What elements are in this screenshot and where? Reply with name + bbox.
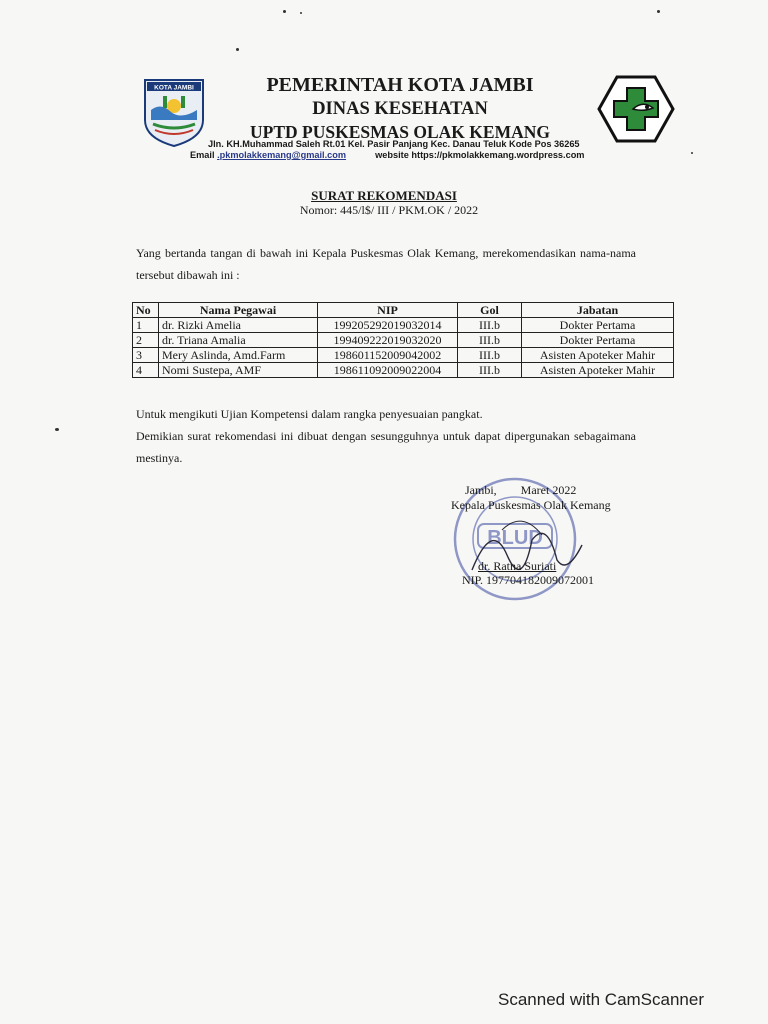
cell-no: 3 (133, 348, 159, 363)
header-nama: Nama Pegawai (159, 303, 318, 318)
cell-nama: dr. Triana Amalia (159, 333, 318, 348)
cell-nip: 198611092009022004 (318, 363, 458, 378)
header-nip: NIP (318, 303, 458, 318)
letterhead-line-3: UPTD PUSKESMAS OLAK KEMANG (250, 122, 550, 142)
scan-speck (691, 152, 693, 154)
header-jabatan: Jabatan (522, 303, 674, 318)
kota-jambi-logo (141, 76, 207, 148)
header-no: No (133, 303, 159, 318)
table-row (133, 333, 674, 348)
scan-speck (55, 428, 59, 431)
puskesmas-logo (597, 74, 675, 144)
scan-speck (657, 10, 660, 13)
header-gol: Gol (458, 303, 522, 318)
table-row (133, 363, 674, 378)
signer-position: Kepala Puskesmas Olak Kemang (451, 498, 611, 512)
table-row (133, 318, 674, 333)
closing-paragraphs (136, 403, 636, 469)
letterhead-line-1: PEMERINTAH KOTA JAMBI (266, 74, 534, 96)
cell-gol: III.b (458, 318, 522, 333)
letter-title: SURAT REKOMENDASI (311, 188, 457, 203)
letter-title-block (0, 188, 768, 218)
scan-speck (236, 48, 239, 51)
letterhead-address (190, 139, 610, 161)
table-header-row (133, 303, 674, 318)
letterhead-line-2: DINAS KESEHATAN (312, 99, 488, 119)
address-line: Jln. KH.Muhammad Saleh Rt.01 Kel. Pasir Panjang Kec. Danau Teluk Kode Pos 36265 (208, 139, 580, 149)
letterhead (210, 72, 590, 144)
cell-nama: dr. Rizki Amelia (159, 318, 318, 333)
cell-no: 2 (133, 333, 159, 348)
closing-paragraph: Demikian surat rekomendasi ini dibuat dengan sesungguhnya untuk dapat dipergunakan sebagaimana mestinya. (136, 429, 636, 465)
intro-paragraph: Yang bertanda tangan di bawah ini Kepala Puskesmas Olak Kemang, merekomendasikan nama-nama tersebut dibawah ini : (136, 246, 636, 282)
employee-table (132, 302, 674, 378)
email-link[interactable]: .pkmolakkemang@gmail.com (217, 150, 347, 160)
website-text[interactable]: website https://pkmolakkemang.wordpress.com (375, 150, 585, 160)
cell-jabatan: Asisten Apoteker Mahir (522, 363, 674, 378)
cell-no: 1 (133, 318, 159, 333)
purpose-paragraph: Untuk mengikuti Ujian Kompetensi dalam rangka penyesuaian pangkat. (136, 407, 483, 421)
cell-nama: Mery Aslinda, Amd.Farm (159, 348, 318, 363)
cell-gol: III.b (458, 348, 522, 363)
cell-jabatan: Asisten Apoteker Mahir (522, 348, 674, 363)
letter-number: Nomor: 445/l$/ III / PKM.OK / 2022 (299, 203, 479, 217)
scan-speck (283, 10, 286, 13)
scanner-watermark: Scanned with CamScanner (498, 990, 705, 1009)
email-label: Email (190, 150, 215, 160)
contact-line (190, 150, 610, 161)
cell-jabatan: Dokter Pertama (522, 333, 674, 348)
cell-nip: 198601152009042002 (318, 348, 458, 363)
signer-name: dr. Ratna Suriati (478, 559, 557, 573)
scan-speck (300, 12, 302, 14)
cell-nama: Nomi Sustepa, AMF (159, 363, 318, 378)
cell-nip: 199409222019032020 (318, 333, 458, 348)
signer-nip: NIP. 197704182009072001 (462, 573, 595, 587)
cell-no: 4 (133, 363, 159, 378)
cell-gol: III.b (458, 333, 522, 348)
cell-gol: III.b (458, 363, 522, 378)
stamp-text: BLUD (487, 527, 543, 549)
place-date: Jambi, Maret 2022 (465, 483, 577, 497)
logo-left-text: KOTA JAMBI (154, 84, 194, 92)
cell-jabatan: Dokter Pertama (522, 318, 674, 333)
cell-nip: 199205292019032014 (318, 318, 458, 333)
table-row (133, 348, 674, 363)
